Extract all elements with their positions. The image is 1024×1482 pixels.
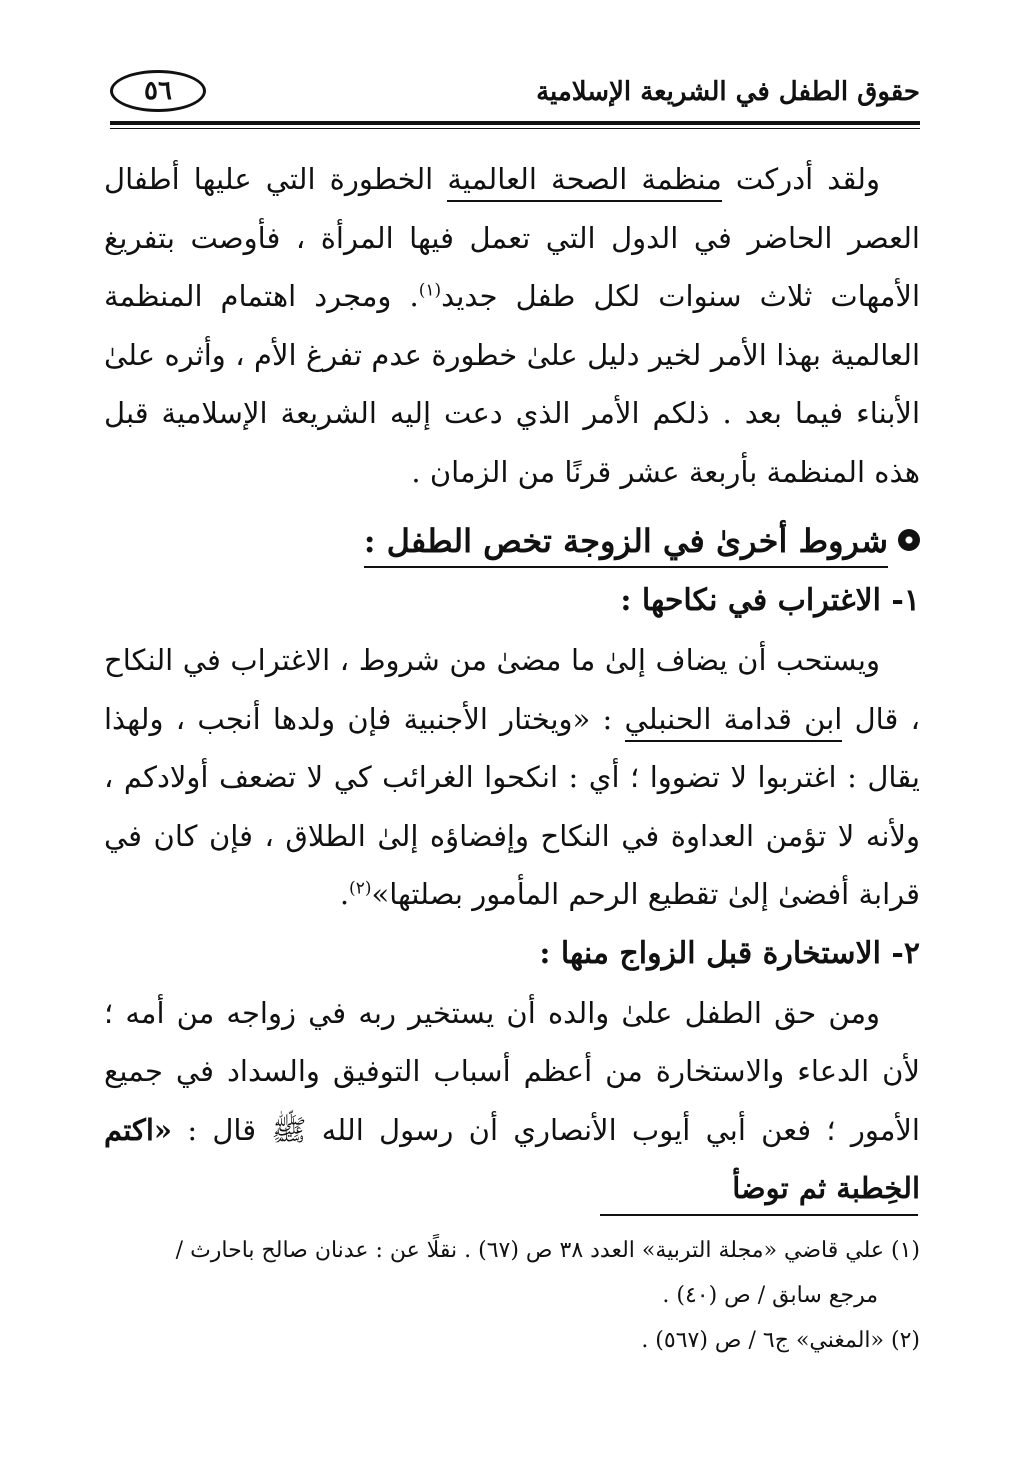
item1-heading: ١- الاغتراب في نكاحها : bbox=[620, 583, 920, 618]
flower-bullet-icon bbox=[898, 529, 920, 551]
page-number-badge: ٥٦ bbox=[110, 70, 206, 112]
section-heading-text: شروط أخرىٰ في الزوجة تخص الطفل : bbox=[364, 522, 888, 568]
item1-paragraph bbox=[104, 631, 920, 924]
footnote-ref-1: (١) bbox=[418, 280, 442, 301]
item1-text-c: : «ويختار الأجنبية فإن ولدها أنجب ، ولهذا يقال : اغتربوا لا تضووا ؛ أي : انكحوا الغرائب كي لا تضعف أولادكم ، ولأنه لا تؤمن العداوة في النكاح وإفضاؤه إلىٰ الطلاق ، فإن كان في قرابة أفضىٰ إلىٰ تقطيع الرحم المأمور بصلتها» bbox=[104, 701, 920, 911]
footnote-ref-2: (٢) bbox=[349, 878, 372, 899]
section-heading bbox=[104, 511, 920, 571]
page-header bbox=[110, 70, 920, 114]
footnote-1-line-1: (١) علي قاضي «مجلة التربية» العدد ٣٨ ص (٦٧) . نقلًا عن : عدنان صالح باحارث / bbox=[175, 1238, 920, 1263]
item2-heading: ٢- الاستخارة قبل الزواج منها : bbox=[539, 935, 920, 971]
intro-paragraph bbox=[104, 150, 920, 501]
header-rule-thin bbox=[110, 128, 920, 129]
intro-text-d: . ومجرد اهتمام المنظمة العالمية بهذا الأمر لخير دليل علىٰ خطورة عدم تفرغ الأم ، وأثره علىٰ الأبناء فيما بعد . ذلكم الأمر الذي دعت إليه الشريعة الإسلامية قبل هذه المنظمة بأربعة عشر قرنًا من الزمان . bbox=[104, 279, 920, 489]
running-title: حقوق الطفل في الشريعة الإسلامية bbox=[536, 77, 920, 107]
who-underlined: منظمة الصحة العالمية bbox=[447, 162, 722, 202]
footnote-1-line-2: مرجع سابق / ص (٤٠) . bbox=[662, 1283, 878, 1308]
main-text bbox=[104, 150, 920, 1218]
ibn-qudama-underlined: ابن قدامة الحنبلي bbox=[625, 702, 843, 742]
item2-paragraph bbox=[104, 984, 920, 1218]
intro-text-c: الخطورة التي عليها أطفال العصر الحاضر في الدول التي تعمل فيها المرأة ، فأوصت بتفريغ الأمهات ثلاث سنوات لكل طفل جديد bbox=[104, 162, 921, 313]
header-rule-thick bbox=[110, 121, 920, 125]
item1-text-d: . bbox=[339, 877, 350, 911]
footnotes bbox=[104, 1228, 920, 1363]
footnote-2: (٢) «المغني» ج٦ / ص (٥٦٧) . bbox=[641, 1328, 920, 1353]
intro-text-a: ولقد أدركت bbox=[721, 162, 880, 196]
footnote-separator bbox=[600, 1214, 918, 1216]
item2-text-a: ومن حق الطفل علىٰ والده أن يستخير ربه في زواجه من أمه ؛ لأن الدعاء والاستخارة من أعظم أسباب التوفيق والسداد في جميع الأمور ؛ فعن أبي أيوب الأنصاري أن رسول الله ﷺ قال : bbox=[104, 995, 920, 1147]
item1-text-a: ويستحب أن يضاف إلىٰ ما مضىٰ من شروط ، الاغتراب في النكاح ، قال bbox=[104, 643, 920, 736]
hadith-text-bold: «اكتم الخِطبة ثم توضأ bbox=[104, 1112, 920, 1205]
